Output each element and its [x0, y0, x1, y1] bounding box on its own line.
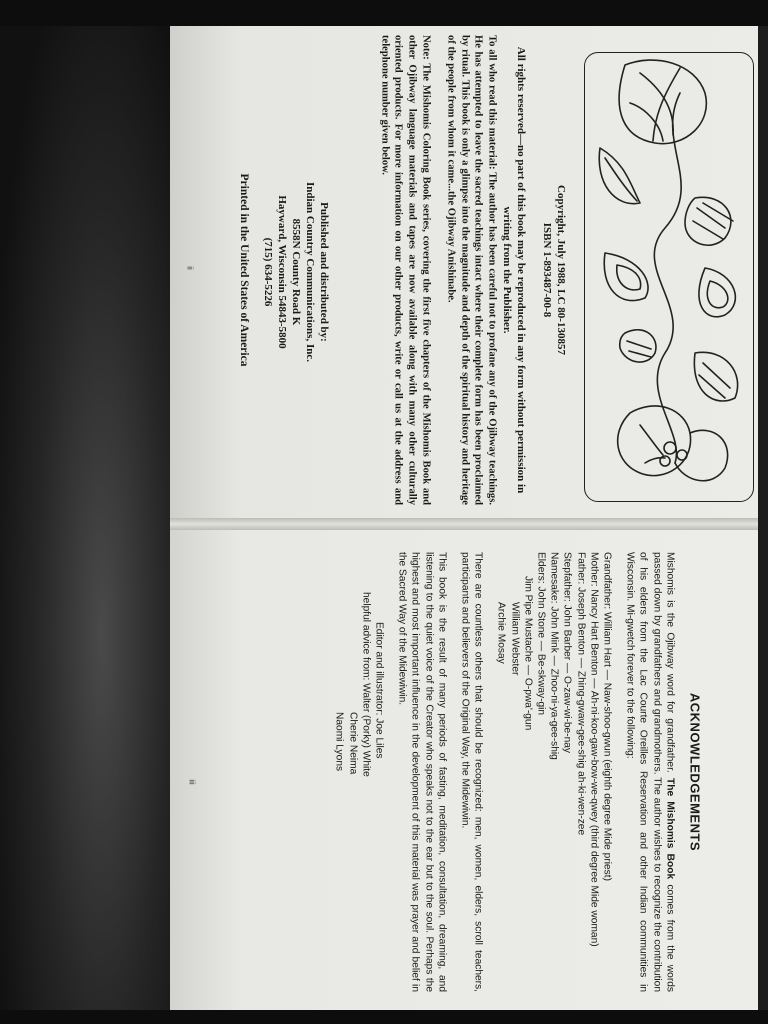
intro-text-a: Mishomis is the Ojibway word for grandfather.: [664, 552, 676, 773]
credit-line: Naomi Lyons: [333, 712, 345, 772]
others-paragraph: There are countless others that should be recognized: men, women, elders, scroll teachers, participants and believers of the Original Way, the Midewiwin.: [459, 552, 484, 992]
fasting-paragraph: This book is the result of many periods of fasting, meditation, consultation, dreaming, and listening to the quiet voice of the Creator who speaks not to the ear but to the soul. Perhaps the highest and most important influence in the development of this material was prayer and belief in the Sacred Way of the Midewiwin.: [396, 552, 448, 992]
list-item: Elders: John Stone — Be-skway-gin: [535, 552, 547, 716]
page-number: iii: [187, 779, 197, 785]
publisher-line: Indian Country Communications, Inc.: [304, 181, 316, 362]
coloring-book-note-paragraph: Note: The Mishomis Coloring Book series, covering the first five chapters of the Mishomis Book and other Ojibway language materials and tapes are now available along with many other culturally oriented products. For more information on our other products, write or call us at the address and telephone number given below.: [379, 35, 431, 505]
list-item: Mother: Nancy Hart Benton — Ah-ni-koo-gaw-bow-we-qwey (third degree Mide woman): [588, 552, 600, 947]
credit-line: helpful advice from: Walter (Porky) White: [360, 592, 372, 777]
publisher-address-block: [261, 122, 331, 422]
list-item: Stepfather: John Barber — O-zaw-wi-be-nay: [561, 552, 573, 754]
floral-illustration-frame: [584, 52, 754, 502]
credits-block: [333, 552, 386, 992]
page-number: ii: [185, 266, 195, 270]
isbn-line: ISBN 1-893487-00-8: [541, 222, 553, 318]
acknowledgements-title: ACKNOWLEDGEMENTS: [687, 692, 703, 852]
rights-statement: All rights reserved—no part of this book may be reproduced in any form without permission in writing from the Publisher.: [501, 46, 527, 494]
list-item: Namesake: John Mink — Zhoo-ni-ya-gee-shig: [548, 552, 560, 760]
copyright-block: [488, 35, 568, 505]
credit-line: Cherie Neima: [346, 712, 358, 775]
printed-in-usa: Printed in the United States of America: [238, 173, 250, 367]
elders-list: [495, 552, 614, 992]
scan-background-left: [0, 0, 170, 1024]
scan-border-top: [0, 0, 768, 26]
author-notice-block: [366, 35, 499, 505]
scan-border-bottom: [0, 1010, 768, 1024]
credit-line: Editor and illustrator: Joe Liles: [373, 622, 385, 759]
floral-vine-illustration: [585, 53, 752, 500]
intro-text-b: comes from the words passed down by grandfathers and grandmothers. The author wishes to recognize the contribution of his elders from the Lac Courte Oreilles Reservation and other Indian communities in Wisconsin. Mi-gwetch forever to the following:: [624, 552, 676, 992]
publisher-line: (715) 634-5226: [262, 237, 274, 307]
book-title: The Mishomis Book: [664, 778, 676, 880]
acknowledgements-block: [333, 552, 702, 992]
publisher-line: Published and distributed by:: [318, 202, 330, 342]
list-item: Jim Pipe Mustache — O-pwa'-gun: [522, 576, 534, 731]
list-item: Father: Joseph Benton — Zhing-gwaw-gee-shig ah-ki-wen-zee: [575, 552, 587, 836]
list-item: Archie Mosay: [495, 602, 507, 664]
copyright-line: Copyright, July 1988, LC 80-130857: [555, 185, 567, 355]
acknowledgements-intro: [623, 552, 676, 992]
book-gutter: [170, 518, 758, 530]
list-item: Grandfather: William Hart — Naw-shoo-gwun (eighth degree Mide priest): [601, 552, 613, 881]
list-item: William Webster: [509, 602, 520, 676]
publisher-line: Hayward, Wisconsin 54843-5800: [276, 195, 288, 349]
author-notice-paragraph: To all who read this material: The author has been careful not to profane any of the Ojibway teachings. He has attempted to leave the sacred teachings intact where their complete form has been proclaimed by ritual. This book is only a glimpse into the magnitude and depth of the spiritual history and heritage of the people from whom it came...the Ojibway Anishinabe.: [445, 35, 498, 505]
publisher-line: 8558N County Road K: [290, 218, 302, 326]
